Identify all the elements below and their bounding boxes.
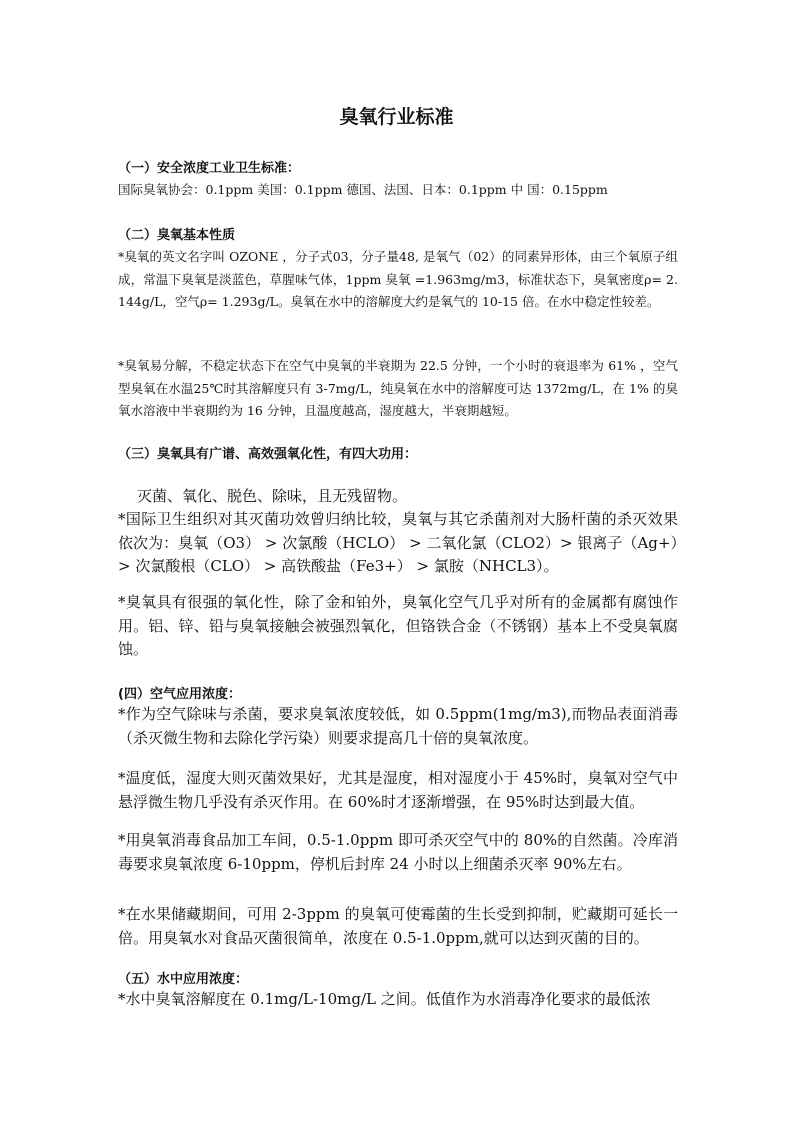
section-heading-four-functions: （三）臭氧具有广谱、高效强氧化性，有四大功用： [118,447,418,462]
section-heading-basic-properties: （二）臭氧基本性质 [118,228,236,243]
paragraph-water-solubility: *水中臭氧溶解度在 0.1mg/L-10mg/L 之间。低值作为水消毒净化要求的最低浓 [118,990,651,1008]
paragraph-sterilization-ranking: *国际卫生组织对其灭菌功效曾归纳比较，臭氧与其它杀菌剂对大肠杆菌的杀灭效果依次为：臭氧（O3） > 次氯酸（HCLO） > 二氧化氯（CLO2）> 银离子（Ag+）> 次氯酸根（CLO） > 高铁酸盐（Fe3+） > 氯胺（NHCL3）。 [118,510,678,575]
paragraph-four-functions: 灭菌、氧化、脱色、除味，且无残留物。 [137,487,408,505]
paragraph-safety-standard: 国际臭氧协会：0.1ppm 美国：0.1ppm 德国、法国、日本：0.1ppm 中 国：0.15ppm [118,182,608,197]
paragraph-food-workshop: *用臭氧消毒食品加工车间，0.5-1.0ppm 即可杀灭空气中的 80%的自然菌。冷库消毒要求臭氧浓度 6-10ppm，停机后封库 24 小时以上细菌杀灭率 90%左右。 [118,831,678,873]
paragraph-oxidation-corrosion: *臭氧具有很强的氧化性，除了金和铂外，臭氧化空气几乎对所有的金属都有腐蚀作用。铝、锌、铅与臭氧接触会被强烈氧化，但铬铁合金（不锈钢）基本上不受臭氧腐蚀。 [118,593,678,658]
document-title: 臭氧行业标准 [339,106,454,128]
section-heading-air-concentration: (四）空气应用浓度： [118,687,241,702]
paragraph-fruit-storage: *在水果储藏期间，可用 2-3ppm 的臭氧可使霉菌的生长受到抑制，贮藏期可延长一倍。用臭氧水对食品灭菌很简单，浓度在 0.5-1.0ppm,就可以达到灭菌的目的。 [118,905,678,947]
paragraph-air-deodorize: *作为空气除味与杀菌，要求臭氧浓度较低，如 0.5ppm(1mg/m3),而物品表面消毒（杀灭微生物和去除化学污染）则要求提高几十倍的臭氧浓度。 [118,705,678,747]
section-heading-safety-standard: （一）安全浓度工业卫生标准： [118,161,301,176]
paragraph-ozone-definition: *臭氧的英文名字叫 OZONE ，分子式03，分子量48, 是氧气（02）的同素异形体，由三个氧原子组成，常温下臭氧是淡蓝色，草腥味气体，1ppm 臭氧 =1.963mg/m3，标准状态下，臭氧密度ρ= 2.144g/L，空气ρ= 1.293g/L。臭氧在水中的溶解度大约是氧气的 10-15 倍。在水中稳定性较差。 [118,249,678,309]
paragraph-humidity-effect: *温度低，湿度大则灭菌效果好，尤其是湿度，相对湿度小于 45%时，臭氧对空气中悬浮微生物几乎没有杀灭作用。在 60%时才逐渐增强，在 95%时达到最大值。 [118,769,678,811]
section-heading-water-concentration: （五）水中应用浓度： [118,972,249,987]
paragraph-ozone-decomposition: *臭氧易分解，不稳定状态下在空气中臭氧的半衰期为 22.5 分钟，一个小时的衰退率为 61% ，空气型臭氧在水温25℃时其溶解度只有 3-7mg/L，纯臭氧在水中的溶解度可达 1372mg/L，在 1% 的臭氧水溶液中半衰期约为 16 分钟，且温度越高，湿度越大，半衰期越短。 [118,358,678,418]
